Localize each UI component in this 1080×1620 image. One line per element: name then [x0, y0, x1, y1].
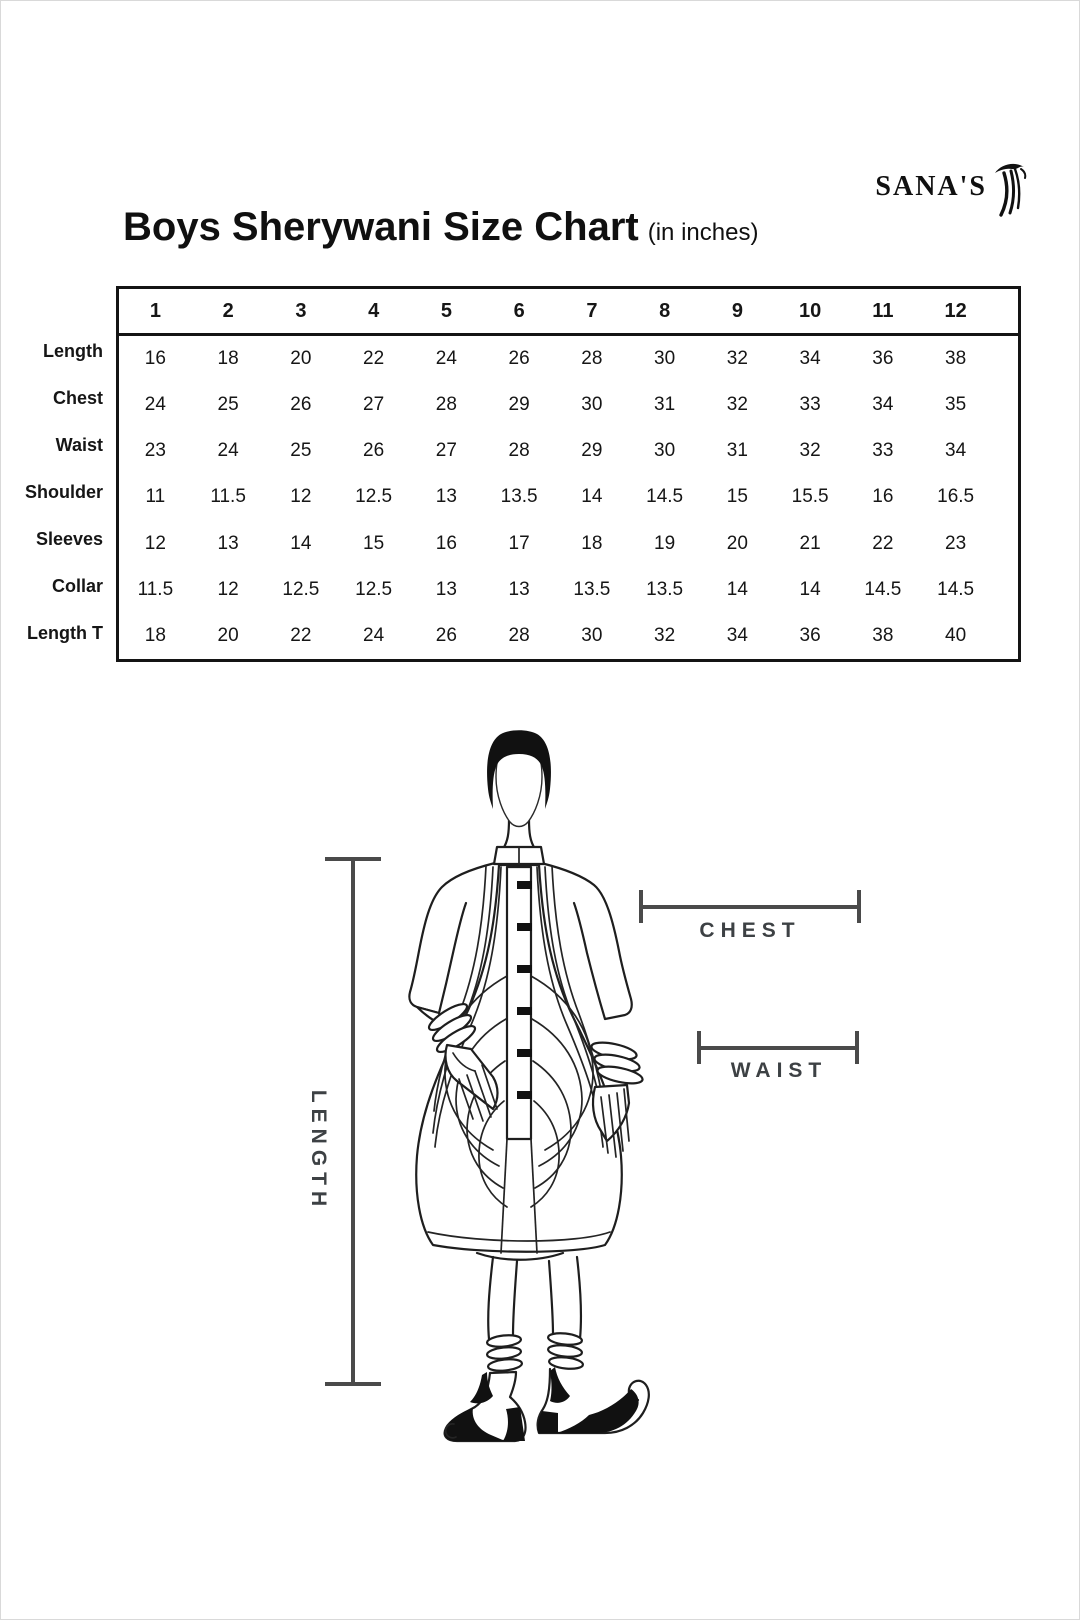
size-value-cell: 12: [290, 486, 312, 508]
page-title: [123, 205, 758, 250]
measurement-row-label: Length T: [27, 623, 103, 643]
size-value-cell: 16.5: [937, 486, 975, 508]
brand-logo: [875, 161, 1027, 217]
size-value-cell: 30: [581, 394, 603, 416]
size-column-header: 10: [799, 299, 822, 322]
length-dimension-line: [351, 859, 355, 1386]
size-value-cell: 26: [508, 348, 530, 370]
size-value-cell: 24: [144, 394, 166, 416]
size-value-cell: 28: [508, 440, 530, 462]
size-value-cell: 17: [508, 532, 530, 554]
size-value-cell: 32: [726, 348, 748, 370]
title-text: Boys Sherywani Size Chart: [123, 205, 639, 249]
length-dimension-top-cap: [325, 857, 381, 861]
size-column-header: 11: [872, 299, 894, 322]
size-value-cell: 26: [363, 440, 385, 462]
size-column-header: 7: [586, 299, 598, 322]
size-value-cell: 11.5: [210, 486, 246, 508]
size-value-cell: 13: [435, 578, 457, 600]
size-value-cell: 32: [726, 394, 748, 416]
size-value-cell: 18: [581, 532, 603, 554]
measurement-row-label: Length: [43, 341, 103, 361]
size-header-row: [119, 289, 1018, 336]
size-value-cell: 16: [144, 348, 166, 370]
size-column-header: 3: [295, 299, 307, 322]
size-value-cell: 14: [290, 532, 312, 554]
size-value-cell: 14.5: [646, 486, 684, 508]
size-value-cell: 21: [799, 532, 821, 554]
measurement-row-label: Chest: [52, 388, 103, 408]
size-value-cell: 36: [799, 624, 821, 646]
table-row: [119, 336, 1018, 382]
size-value-cell: 20: [726, 532, 748, 554]
size-value-cell: 23: [144, 440, 166, 462]
size-value-cell: 23: [945, 532, 967, 554]
size-value-cell: 11.5: [137, 578, 174, 600]
measurement-row-label: Shoulder: [24, 482, 103, 502]
size-value-cell: 30: [654, 440, 676, 462]
size-column-header: 2: [222, 299, 234, 322]
size-value-cell: 14: [726, 578, 748, 600]
size-value-cell: 32: [654, 624, 676, 646]
title-unit: (in inches): [647, 219, 759, 246]
size-value-cell: 24: [363, 624, 385, 646]
size-value-cell: 27: [363, 394, 385, 416]
size-value-cell: 22: [290, 624, 312, 646]
fabric-swirl-icon: [993, 161, 1027, 217]
waist-dimension-line: [699, 1046, 859, 1050]
size-value-cell: 28: [508, 624, 530, 646]
size-value-cell: 29: [508, 394, 530, 416]
size-value-cell: 33: [799, 394, 821, 416]
row-labels-column: [1, 333, 103, 662]
table-row: [119, 474, 1018, 520]
size-value-cell: 22: [872, 532, 894, 554]
chest-dimension-line: [641, 905, 859, 909]
length-dimension-bottom-cap: [325, 1382, 381, 1386]
size-value-cell: 12.5: [355, 486, 393, 508]
size-value-cell: 13.5: [646, 578, 684, 600]
size-value-cell: 18: [144, 624, 166, 646]
size-column-header: 5: [440, 299, 452, 322]
chest-label: CHEST: [699, 919, 801, 942]
table-row: [119, 428, 1018, 474]
size-value-cell: 34: [945, 440, 967, 462]
size-value-cell: 28: [435, 394, 457, 416]
size-value-cell: 38: [945, 348, 967, 370]
size-value-cell: 25: [290, 440, 312, 462]
size-value-cell: 30: [581, 624, 603, 646]
brand-name: SANA'S: [875, 171, 987, 202]
size-value-cell: 22: [363, 348, 385, 370]
size-value-cell: 34: [726, 624, 748, 646]
table-row: [119, 567, 1018, 613]
size-value-cell: 14: [799, 578, 821, 600]
size-value-cell: 31: [726, 440, 748, 462]
size-value-cell: 13.5: [500, 486, 538, 508]
size-value-cell: 32: [799, 440, 821, 462]
size-value-cell: 14.5: [864, 578, 902, 600]
size-value-cell: 19: [654, 532, 676, 554]
size-value-cell: 13: [508, 578, 530, 600]
size-column-header: 4: [368, 299, 380, 322]
size-value-cell: 15.5: [791, 486, 829, 508]
table-row: [119, 613, 1018, 659]
size-value-cell: 20: [217, 624, 239, 646]
size-column-header: 6: [513, 299, 525, 322]
size-value-cell: 35: [945, 394, 967, 416]
size-value-cell: 13: [217, 532, 239, 554]
size-value-cell: 14: [581, 486, 603, 508]
size-value-cell: 12.5: [355, 578, 393, 600]
size-value-cell: 33: [872, 440, 894, 462]
size-value-cell: 34: [872, 394, 894, 416]
size-value-cell: 18: [217, 348, 239, 370]
size-value-cell: 13: [435, 486, 457, 508]
size-value-cell: 15: [363, 532, 385, 554]
size-value-cell: 15: [726, 486, 748, 508]
size-column-header: 8: [659, 299, 671, 322]
size-column-header: 12: [944, 299, 967, 322]
size-value-cell: 31: [654, 394, 676, 416]
size-value-cell: 14.5: [937, 578, 975, 600]
size-value-cell: 20: [290, 348, 312, 370]
measurement-row-label: Sleeves: [35, 529, 103, 549]
size-value-cell: 36: [872, 348, 894, 370]
size-chart-table: [1, 286, 1021, 662]
table-row: [119, 382, 1018, 428]
size-value-cell: 30: [654, 348, 676, 370]
size-value-cell: 16: [435, 532, 457, 554]
length-label: LENGTH: [307, 1089, 330, 1213]
size-value-cell: 11: [145, 486, 166, 508]
size-value-cell: 24: [217, 440, 239, 462]
size-value-cell: 29: [581, 440, 603, 462]
size-value-cell: 12: [144, 532, 166, 554]
size-value-cell: 25: [217, 394, 239, 416]
size-value-cell: 34: [799, 348, 821, 370]
size-value-cell: 12.5: [282, 578, 320, 600]
size-value-cell: 16: [872, 486, 894, 508]
size-table: [116, 286, 1021, 662]
size-value-cell: 13.5: [573, 578, 611, 600]
size-column-header: 9: [731, 299, 743, 322]
waist-label: WAIST: [730, 1059, 828, 1082]
size-value-cell: 38: [872, 624, 894, 646]
size-column-header: 1: [149, 299, 161, 322]
size-value-cell: 26: [435, 624, 457, 646]
size-value-cell: 24: [435, 348, 457, 370]
size-value-cell: 28: [581, 348, 603, 370]
size-value-cell: 12: [217, 578, 239, 600]
table-row: [119, 521, 1018, 567]
size-value-cell: 27: [435, 440, 457, 462]
measurement-row-label: Waist: [55, 435, 103, 455]
measurement-row-label: Collar: [51, 576, 103, 596]
size-value-cell: 40: [945, 624, 967, 646]
size-value-cell: 26: [290, 394, 312, 416]
size-table-body: [119, 336, 1018, 659]
